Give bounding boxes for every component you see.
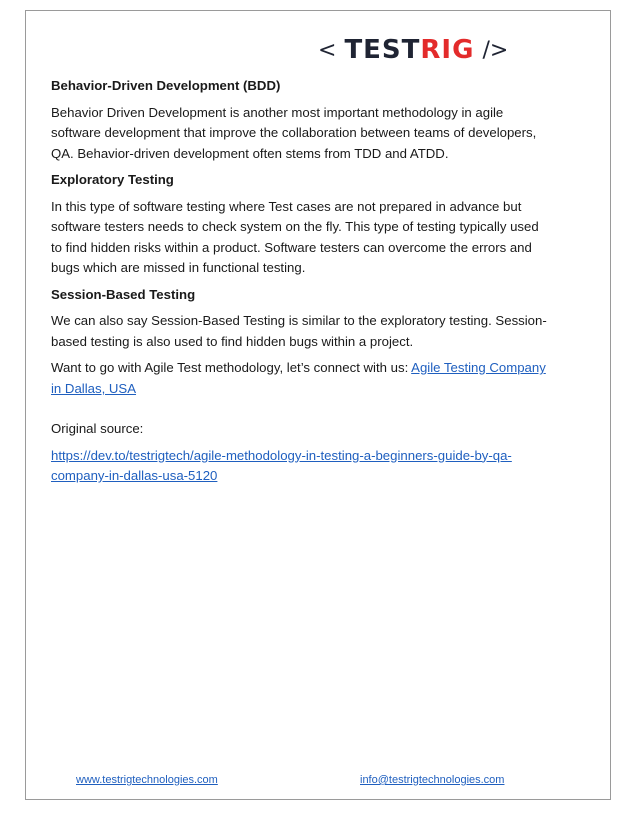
testrig-logo — [318, 30, 538, 70]
spacer — [51, 405, 551, 419]
source-url-link[interactable]: https://dev.to/testrigtech/agile-methodology-in-testing-a-beginners-guide-by-qa-company-in-dallas-usa-5120 — [51, 447, 512, 483]
footer-website-link[interactable]: www.testrigtechnologies.com — [76, 774, 218, 786]
cta-paragraph — [51, 358, 551, 399]
session-paragraph: We can also say Session-Based Testing is similar to the exploratory testing. Session-based testing is also used to find hidden bugs within a project. — [51, 313, 547, 349]
source-paragraph — [51, 446, 551, 487]
source-label: Original source: — [51, 421, 144, 436]
session-heading: Session-Based Testing — [51, 286, 196, 302]
document-content — [51, 76, 551, 493]
logo-open-bracket: < — [318, 37, 337, 63]
exploratory-heading: Exploratory Testing — [51, 172, 174, 187]
logo-text-rig: RIG — [420, 35, 475, 65]
logo-text-test: TEST — [344, 35, 421, 65]
exploratory-paragraph: In this type of software testing where Test cases are not prepared in advance but software testers needs to check system on the fly. This type of testing typically used to find hidden risks within a product. Software testers can overcome the errors and bugs which are missed in functional testing. — [51, 198, 539, 275]
bdd-paragraph: Behavior Driven Development is another most important methodology in agile software development that improve the collaboration between teams of developers, QA. Behavior-driven development often stems from TDD and ATDD. — [51, 104, 537, 161]
cta-text: Want to go with Agile Test methodology, let’s connect with us: — [51, 360, 412, 375]
footer-email-link[interactable]: info@testrigtechnologies.com — [360, 774, 505, 786]
agile-testing-link[interactable]: Agile Testing Company in Dallas, USA — [51, 360, 546, 396]
bdd-heading: Behavior-Driven Development (BDD) — [51, 78, 281, 93]
logo-close-bracket: /> — [482, 37, 509, 63]
